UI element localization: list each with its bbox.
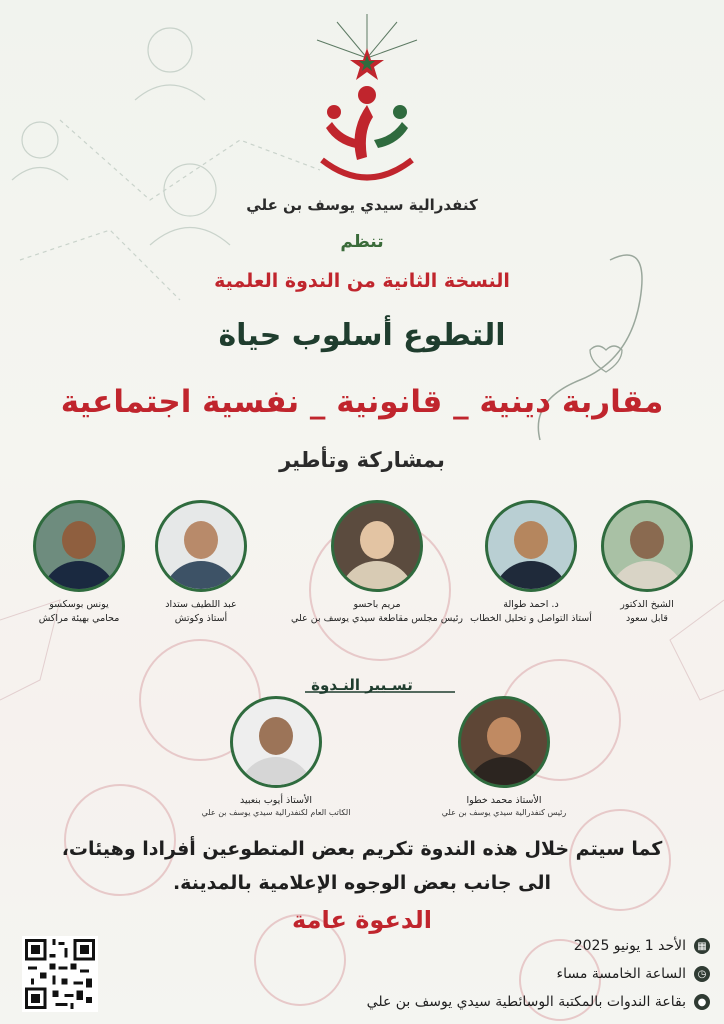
speaker-photo (485, 500, 577, 592)
organizes-label: تنظم (340, 232, 384, 252)
event-location: بقاعة الندوات بالمكتبة الوسائطية سيدي يوسف بن علي (366, 994, 686, 1010)
honor-line-2: الى جانب بعض الوجوه الإعلامية بالمدينة. (172, 872, 552, 894)
speaker-name: يونس بوسكسو (49, 599, 109, 610)
speaker-photo (33, 500, 125, 592)
moderation-title: تسـيير النـدوة (311, 676, 413, 694)
clock-icon: ◷ (694, 966, 710, 982)
event-time: الساعة الخامسة مساء (556, 966, 686, 982)
calendar-icon: ▦ (694, 938, 710, 954)
speaker-photo (155, 500, 247, 592)
moderation-underline (300, 682, 460, 694)
moderator-name: الأستاذ أيوب بنعبيد (240, 795, 312, 806)
speaker-role: أستاذ وكوتش (174, 613, 228, 625)
speaker-card (4, 500, 154, 627)
event-location-row (367, 994, 710, 1010)
speaker-name: عبد اللطيف ستداد (165, 599, 237, 610)
moderator-card (414, 696, 594, 817)
qr-code[interactable] (22, 936, 98, 1012)
approaches-title: مقاربة دينية _ قانونية _ نفسية اجتماعية (60, 384, 664, 420)
speaker-role: أستاذ التواصل و تحليل الخطاب (470, 613, 592, 625)
event-date: الأحد 1 يونيو 2025 (573, 938, 686, 954)
speaker-name: د. احمد طوالة (503, 599, 559, 610)
organization-name: كنفدرالية سيدي يوسف بن علي (246, 196, 478, 214)
main-title: التطوع أسلوب حياة (218, 318, 506, 353)
speaker-role: قابل سعود (626, 613, 668, 625)
event-time-row (557, 966, 710, 982)
moderator-photo (230, 696, 322, 788)
speaker-role: محامي بهيئة مراكش (38, 613, 120, 625)
confederation-logo (292, 10, 442, 200)
moderator-card (186, 696, 366, 817)
speaker-name: الشيخ الدكتور (620, 599, 674, 610)
participation-label: بمشاركة وتأطير (279, 448, 445, 472)
speaker-role: رئيس مجلس مقاطعة سيدي يوسف بن علي (290, 613, 464, 625)
speaker-card (287, 500, 467, 627)
moderator-name: الأستاذ محمد خطوا (466, 795, 542, 806)
location-pin-icon: ● (694, 994, 710, 1010)
speaker-photo (601, 500, 693, 592)
honor-line-1: كما سيتم خلال هذه الندوة تكريم بعض المتطوعين أفرادا وهيئات، (61, 838, 663, 860)
event-date-row (574, 938, 710, 954)
speaker-photo (331, 500, 423, 592)
moderator-role: رئيس كنفدرالية سيدي يوسف بن علي (441, 808, 567, 818)
speaker-name: مريم باحسو (353, 599, 401, 610)
speaker-card (456, 500, 606, 627)
public-invitation: الدعوة عامة (292, 906, 432, 934)
moderator-photo (458, 696, 550, 788)
moderator-role: الكاتب العام لكنفدرالية سيدي يوسف بن علي (201, 808, 351, 818)
edition-title: النسخة الثانية من الندوة العلمية (214, 270, 510, 292)
